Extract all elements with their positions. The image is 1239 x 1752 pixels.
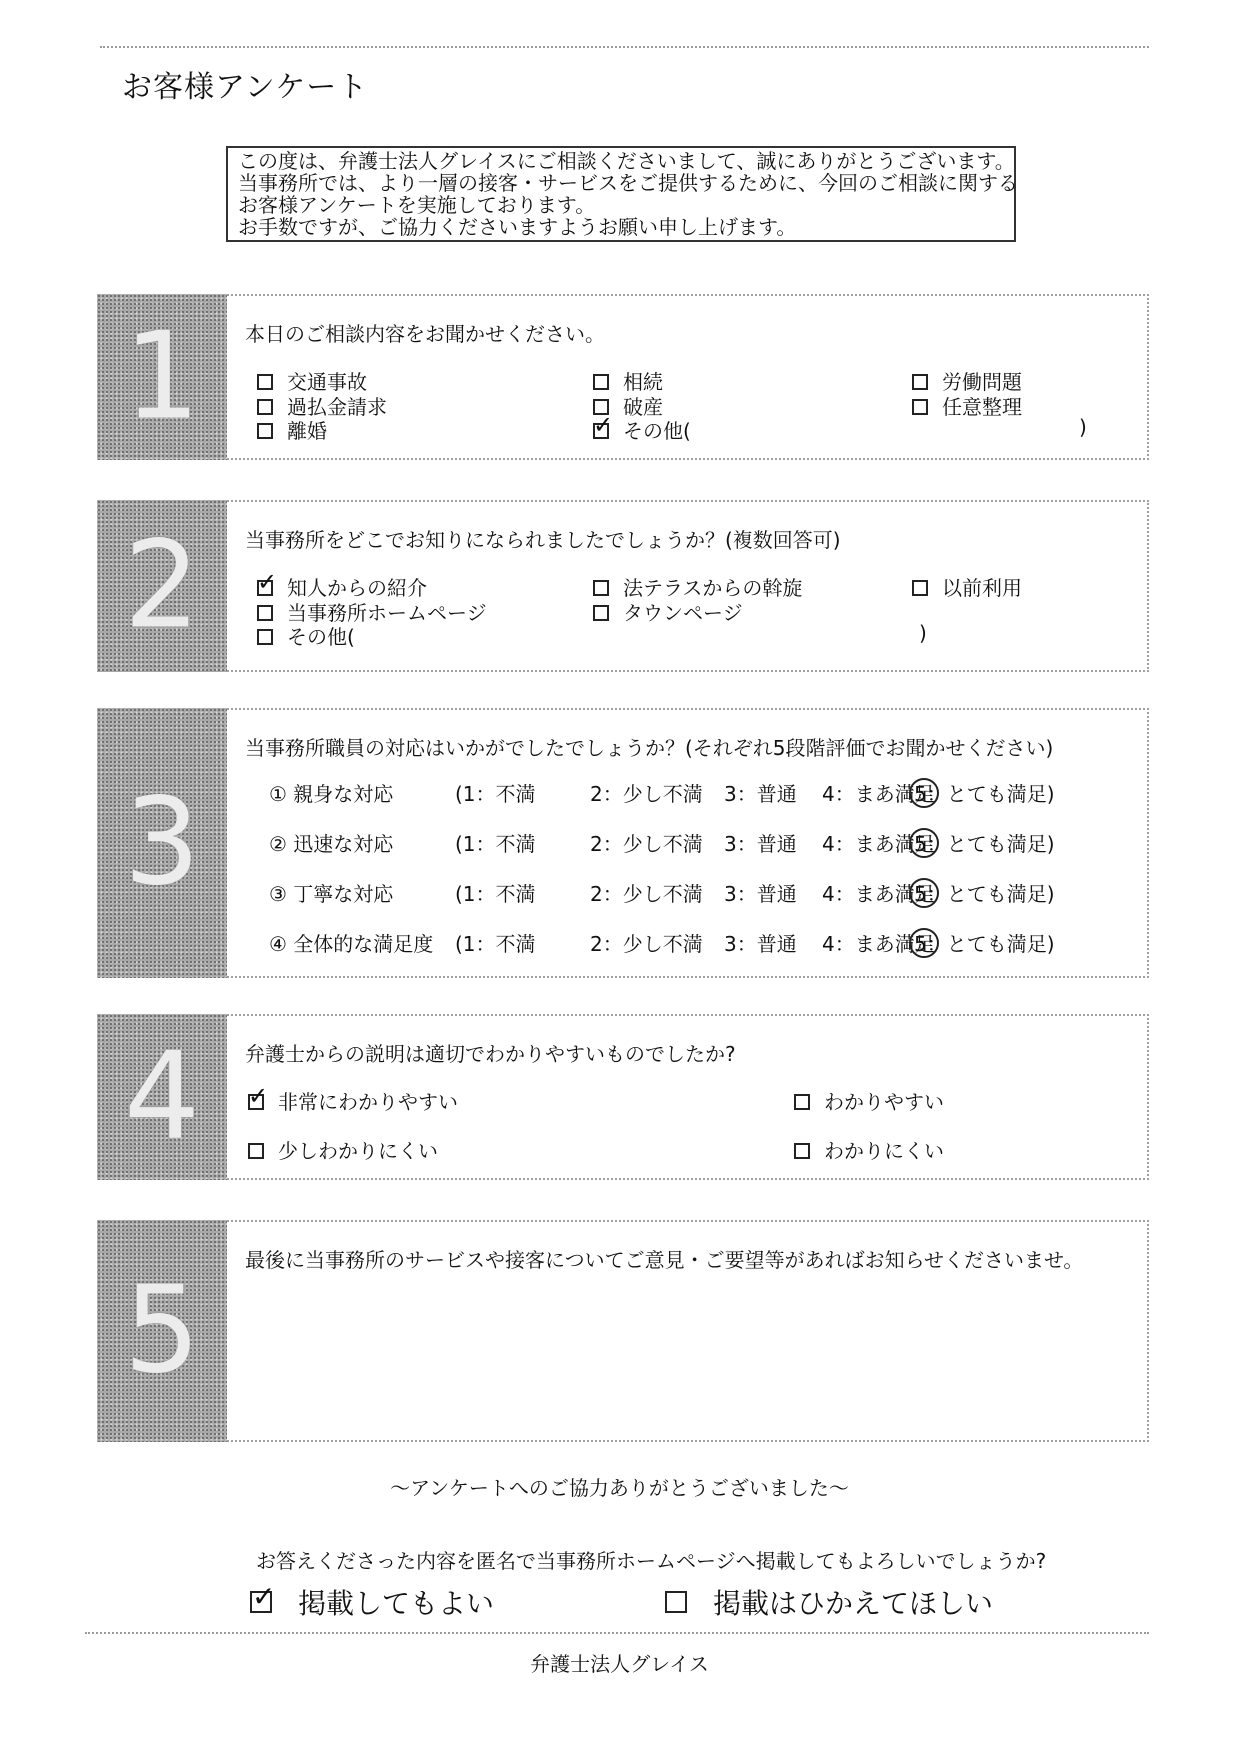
rating-label: ① 親身な対応 bbox=[269, 782, 394, 806]
scale-2[interactable]: 2：少し不満 bbox=[590, 882, 703, 906]
section-number-block bbox=[97, 708, 227, 978]
scale-1[interactable]: (1：不満 bbox=[455, 782, 536, 806]
checkbox[interactable] bbox=[257, 605, 273, 621]
section-number: 3 bbox=[123, 773, 201, 913]
checkbox[interactable] bbox=[593, 605, 609, 621]
checkbox-checked[interactable] bbox=[250, 1580, 276, 1613]
section-number: 2 bbox=[123, 516, 201, 656]
option[interactable]: 離婚 bbox=[257, 415, 327, 444]
scale-4[interactable]: 4：まあ満足 bbox=[822, 832, 935, 856]
option[interactable]: 相続 bbox=[593, 366, 663, 395]
scale-2[interactable]: 2：少し不満 bbox=[590, 782, 703, 806]
option[interactable]: 任意整理 bbox=[912, 391, 1022, 420]
checkbox[interactable] bbox=[257, 374, 273, 390]
intro-line: 当事務所では、より一層の接客・サービスをご提供するために、今回のご相談に関する bbox=[238, 171, 1018, 195]
check-mark-icon: ✓ bbox=[248, 1081, 269, 1110]
scale-2[interactable]: 2：少し不満 bbox=[590, 932, 703, 956]
checkbox[interactable] bbox=[257, 399, 273, 415]
scale-4[interactable]: 4：まあ満足 bbox=[822, 932, 935, 956]
option[interactable]: 過払金請求 bbox=[257, 391, 387, 420]
comment-area[interactable] bbox=[245, 1280, 1129, 1426]
scale-1[interactable]: (1：不満 bbox=[455, 882, 536, 906]
rating-label: ④ 全体的な満足度 bbox=[269, 932, 434, 956]
scale-5[interactable]: 5：とても満足) bbox=[914, 782, 1055, 806]
check-mark-icon: ✓ bbox=[252, 1580, 276, 1613]
close-paren: ) bbox=[919, 621, 927, 645]
bottom-divider bbox=[85, 1632, 1149, 1634]
scale-5[interactable]: 5：とても満足) bbox=[914, 932, 1055, 956]
close-paren: ) bbox=[1079, 415, 1087, 439]
section-2 bbox=[97, 500, 1149, 672]
scale-1[interactable]: (1：不満 bbox=[455, 932, 536, 956]
intro-line: この度は、弁護士法人グレイスにご相談くださいまして、誠にありがとうございます。 bbox=[238, 149, 1015, 173]
section-number: 4 bbox=[123, 1027, 201, 1167]
section-5 bbox=[97, 1220, 1149, 1442]
intro-box bbox=[226, 146, 1016, 242]
intro-line: お手数ですが、ご協力くださいますようお願い申し上げます。 bbox=[238, 215, 797, 239]
checkbox[interactable] bbox=[794, 1143, 810, 1159]
section-number: 5 bbox=[123, 1261, 201, 1401]
option-checked[interactable]: ✓ 知人からの紹介 bbox=[257, 567, 427, 600]
intro-line: お客様アンケートを実施しております。 bbox=[238, 193, 596, 217]
check-mark-icon: ✓ bbox=[257, 567, 278, 596]
question-text: 当事務所をどこでお知りになられましたでしょうか？(複数回答可) bbox=[245, 528, 841, 552]
scale-1[interactable]: (1：不満 bbox=[455, 832, 536, 856]
checkbox[interactable] bbox=[248, 1143, 264, 1159]
section-number-block bbox=[97, 1014, 227, 1180]
option[interactable]: 交通事故 bbox=[257, 366, 367, 395]
scale-5[interactable]: 5：とても満足) bbox=[914, 832, 1055, 856]
checkbox[interactable] bbox=[912, 399, 928, 415]
option[interactable]: 少しわかりにくい bbox=[248, 1135, 438, 1164]
option[interactable]: わかりやすい bbox=[794, 1086, 944, 1115]
section-number-block bbox=[97, 500, 227, 672]
section-4 bbox=[97, 1014, 1149, 1180]
publish-no-option[interactable]: 掲載はひかえてほしい bbox=[665, 1582, 993, 1622]
question-text: 当事務所職員の対応はいかがでしたでしょうか？(それぞれ5段階評価でお聞かせください) bbox=[245, 736, 1054, 760]
checkbox[interactable] bbox=[257, 423, 273, 439]
section-number: 1 bbox=[123, 307, 201, 447]
option[interactable]: 以前利用 bbox=[912, 572, 1022, 601]
checkbox[interactable] bbox=[593, 374, 609, 390]
checkbox-checked[interactable] bbox=[593, 410, 614, 439]
question-text: 弁護士からの説明は適切でわかりやすいものでしたか? bbox=[245, 1042, 736, 1066]
checkbox[interactable] bbox=[665, 1591, 687, 1613]
option[interactable]: タウンページ bbox=[593, 597, 743, 626]
thanks-message: ～アンケートへのご協力ありがとうございました～ bbox=[390, 1476, 849, 1500]
scale-3[interactable]: 3：普通 bbox=[724, 782, 797, 806]
option-checked[interactable]: ✓ その他( bbox=[593, 410, 691, 443]
publish-yes-option[interactable]: ✓ 掲載してもよい bbox=[252, 1580, 495, 1620]
rating-label: ② 迅速な対応 bbox=[269, 832, 394, 856]
scale-4[interactable]: 4：まあ満足 bbox=[822, 782, 935, 806]
option[interactable]: 当事務所ホームページ bbox=[257, 597, 487, 626]
section-number-block bbox=[97, 1220, 227, 1442]
checkbox-checked[interactable] bbox=[257, 567, 278, 596]
publish-question: お答えくださった内容を匿名で当事務所ホームページへ掲載してもよろしいでしょうか? bbox=[256, 1549, 1047, 1573]
scale-5[interactable]: 5：とても満足) bbox=[914, 882, 1055, 906]
option[interactable]: その他( bbox=[257, 621, 355, 650]
checkbox[interactable] bbox=[912, 374, 928, 390]
question-text: 本日のご相談内容をお聞かせください。 bbox=[245, 322, 605, 346]
footer-firm-name: 弁護士法人グレイス bbox=[530, 1652, 709, 1676]
scale-2[interactable]: 2：少し不満 bbox=[590, 832, 703, 856]
scale-3[interactable]: 3：普通 bbox=[724, 932, 797, 956]
option[interactable]: 労働問題 bbox=[912, 366, 1022, 395]
top-divider bbox=[100, 46, 1149, 48]
section-1 bbox=[97, 294, 1149, 460]
rating-label: ③ 丁寧な対応 bbox=[269, 882, 394, 906]
section-number-block bbox=[97, 294, 227, 460]
checkbox[interactable] bbox=[794, 1094, 810, 1110]
checkbox[interactable] bbox=[593, 580, 609, 596]
section-3 bbox=[97, 708, 1149, 978]
checkbox-checked[interactable] bbox=[248, 1081, 269, 1110]
scale-4[interactable]: 4：まあ満足 bbox=[822, 882, 935, 906]
checkbox[interactable] bbox=[912, 580, 928, 596]
checkbox[interactable] bbox=[257, 629, 273, 645]
option-checked[interactable]: ✓ 非常にわかりやすい bbox=[248, 1081, 458, 1114]
check-mark-icon: ✓ bbox=[593, 410, 614, 439]
question-text: 最後に当事務所のサービスや接客についてご意見・ご要望等があればお知らせくださいませ。 bbox=[245, 1248, 1084, 1272]
option[interactable]: 法テラスからの斡旋 bbox=[593, 572, 802, 601]
option[interactable]: 破産 bbox=[593, 391, 663, 420]
option[interactable]: わかりにくい bbox=[794, 1135, 944, 1164]
scale-3[interactable]: 3：普通 bbox=[724, 882, 797, 906]
scale-3[interactable]: 3：普通 bbox=[724, 832, 797, 856]
page-title: お客様アンケート bbox=[122, 70, 369, 105]
